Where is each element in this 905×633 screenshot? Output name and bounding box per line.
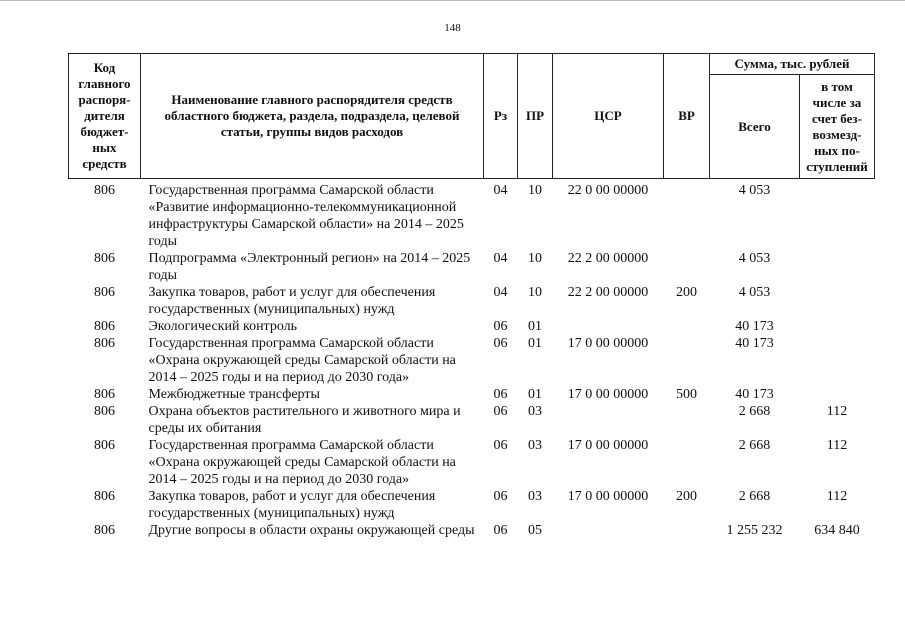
cell-rz: 06: [493, 387, 508, 402]
cell-rz: 06: [493, 489, 508, 504]
cell-total: 4 053: [738, 251, 771, 266]
cell-code: 806: [94, 438, 115, 453]
cell-code: 806: [94, 285, 115, 300]
cell-total: 2 668: [738, 404, 771, 419]
cell-gratis: 112: [826, 489, 848, 504]
cell-rz: 04: [493, 285, 508, 300]
cell-pr: 05: [528, 523, 542, 538]
cell-gratis: [800, 179, 875, 251]
table-row: [69, 488, 875, 522]
header-total: Всего: [710, 75, 800, 179]
cell-vr: 200: [676, 489, 697, 504]
cell-total: 4 053: [738, 285, 771, 300]
cell-gratis: 634 840: [814, 523, 860, 538]
cell-name: Закупка товаров, работ и услуг для обеспечения государственных (муниципальных) нужд: [148, 489, 436, 521]
cell-name: Другие вопросы в области охраны окружающей среды: [148, 523, 475, 538]
cell-total: 1 255 232: [726, 523, 783, 538]
cell-pr: 10: [528, 183, 542, 198]
cell-name: Охрана объектов растительного и животного мира и среды их обитания: [148, 404, 461, 436]
cell-csr: 22 2 00 00000: [567, 285, 649, 300]
table-row: [69, 284, 875, 318]
cell-rz: 06: [493, 523, 508, 538]
cell-vr: [664, 403, 710, 437]
cell-gratis: [800, 386, 875, 403]
cell-code: 806: [94, 404, 115, 419]
header-rz: Рз: [484, 54, 518, 179]
header-code: Код главного распоря-дителя бюджет-ных средств: [69, 54, 141, 179]
cell-name: Подпрограмма «Электронный регион» на 2014 – 2025 годы: [148, 251, 471, 283]
cell-name: Государственная программа Самарской области «Охрана окружающей среды Самарской области на 2014 – 2025 годы и на период до 2030 года»: [148, 336, 456, 385]
cell-rz: 06: [493, 336, 508, 351]
cell-total: 40 173: [735, 336, 774, 351]
cell-total: 40 173: [735, 319, 774, 334]
table-row: [69, 179, 875, 251]
cell-code: 806: [94, 336, 115, 351]
cell-csr: 22 2 00 00000: [567, 251, 649, 266]
cell-gratis: [800, 318, 875, 335]
header-pr: ПР: [518, 54, 553, 179]
cell-csr: [553, 318, 664, 335]
cell-code: 806: [94, 319, 115, 334]
header-csr: ЦСР: [553, 54, 664, 179]
cell-total: 40 173: [735, 387, 774, 402]
cell-rz: 06: [493, 438, 508, 453]
table-row: [69, 335, 875, 386]
cell-rz: 06: [493, 404, 508, 419]
cell-vr: 200: [676, 285, 697, 300]
cell-name: Экологический контроль: [148, 319, 298, 334]
table-row: [69, 403, 875, 437]
table-row: [69, 522, 875, 539]
table-row: [69, 250, 875, 284]
cell-csr: 22 0 00 00000: [567, 183, 649, 198]
cell-vr: 500: [676, 387, 697, 402]
cell-gratis: [800, 335, 875, 386]
cell-total: 2 668: [738, 489, 771, 504]
cell-name: Государственная программа Самарской области «Развитие информационно-телекоммуникационной инфраструктуры Самарской области» на 2014 – 2025 годы: [148, 183, 464, 249]
cell-pr: 10: [528, 285, 542, 300]
cell-rz: 06: [493, 319, 508, 334]
cell-gratis: [800, 250, 875, 284]
header-sum-group: Сумма, тыс. рублей: [710, 54, 875, 75]
cell-csr: 17 0 00 00000: [567, 336, 649, 351]
cell-vr: [664, 318, 710, 335]
cell-csr: 17 0 00 00000: [567, 489, 649, 504]
cell-csr: [553, 403, 664, 437]
cell-code: 806: [94, 387, 115, 402]
cell-code: 806: [94, 183, 115, 198]
cell-pr: 01: [528, 319, 542, 334]
table-row: [69, 386, 875, 403]
cell-gratis: [800, 284, 875, 318]
cell-total: 2 668: [738, 438, 771, 453]
cell-rz: 04: [493, 251, 508, 266]
cell-csr: 17 0 00 00000: [567, 438, 649, 453]
cell-total: 4 053: [738, 183, 771, 198]
cell-pr: 01: [528, 336, 542, 351]
cell-vr: [664, 179, 710, 251]
page-number: 148: [444, 22, 461, 34]
cell-name: Государственная программа Самарской области «Охрана окружающей среды Самарской области на 2014 – 2025 годы и на период до 2030 года»: [148, 438, 456, 487]
header-vr: ВР: [664, 54, 710, 179]
cell-vr: [664, 437, 710, 488]
cell-gratis: 112: [826, 438, 848, 453]
cell-vr: [664, 522, 710, 539]
cell-name: Закупка товаров, работ и услуг для обеспечения государственных (муниципальных) нужд: [148, 285, 436, 317]
budget-table: [68, 53, 875, 539]
cell-csr: 17 0 00 00000: [567, 387, 649, 402]
cell-gratis: 112: [826, 404, 848, 419]
cell-code: 806: [94, 523, 115, 538]
cell-pr: 03: [528, 404, 542, 419]
table-body: [69, 179, 875, 540]
cell-vr: [664, 335, 710, 386]
cell-name: Межбюджетные трансферты: [148, 387, 320, 402]
header-gratis: в том числе за счет без-возмезд-ных по-ступлений: [800, 75, 875, 179]
header-name: Наименование главного распорядителя средств областного бюджета, раздела, подраздела, целевой статьи, группы видов расходов: [141, 54, 484, 179]
table-row: [69, 318, 875, 335]
cell-code: 806: [94, 489, 115, 504]
scan-edge: [0, 0, 905, 1]
cell-pr: 01: [528, 387, 542, 402]
cell-csr: [553, 522, 664, 539]
cell-code: 806: [94, 251, 115, 266]
cell-pr: 10: [528, 251, 542, 266]
cell-vr: [664, 250, 710, 284]
cell-pr: 03: [528, 489, 542, 504]
table-row: [69, 437, 875, 488]
cell-rz: 04: [493, 183, 508, 198]
cell-pr: 03: [528, 438, 542, 453]
